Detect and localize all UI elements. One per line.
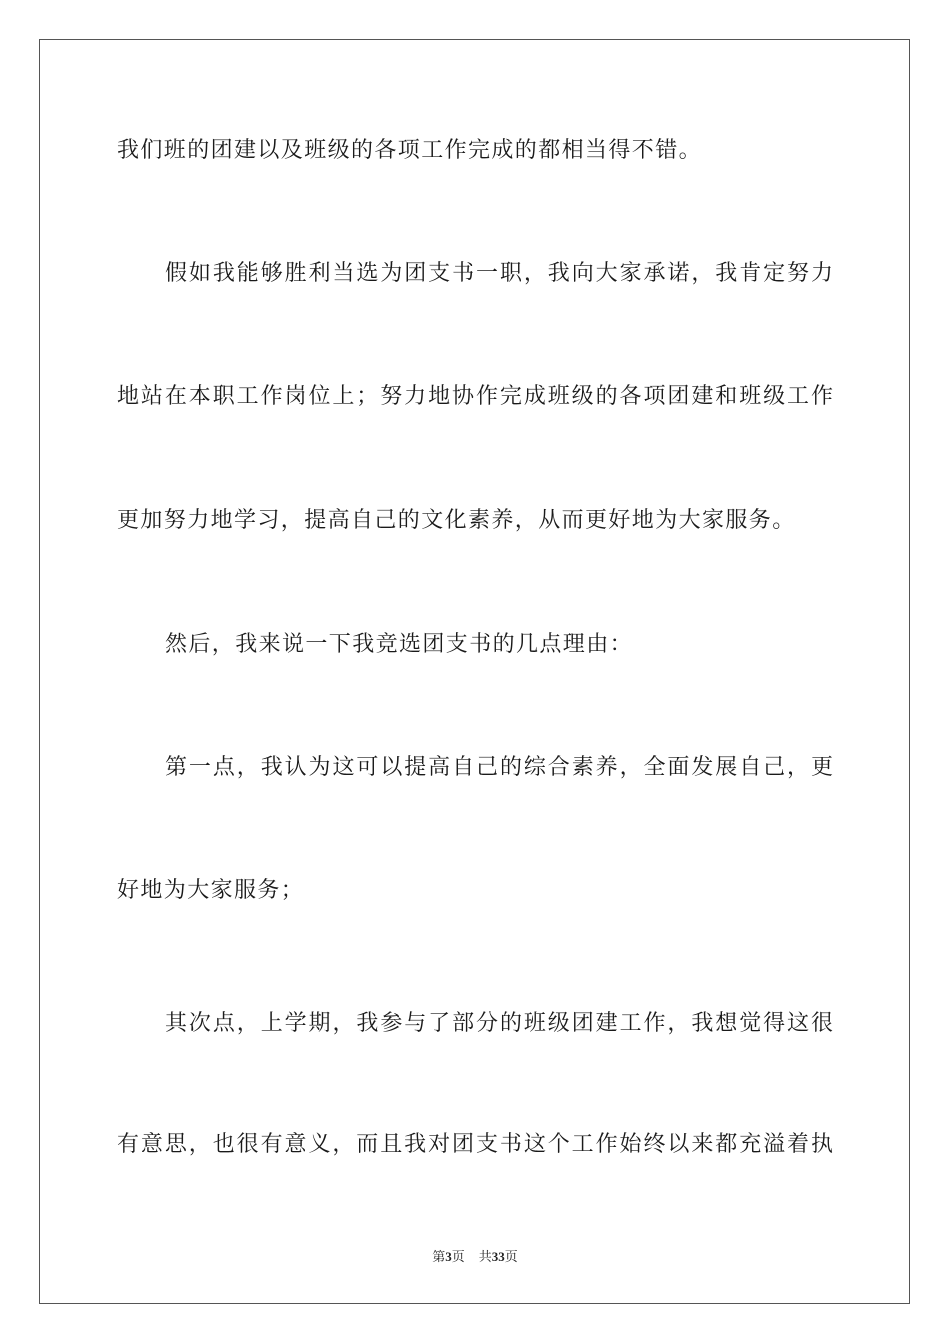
page-prefix: 第	[432, 1250, 446, 1265]
current-page-number: 3	[445, 1249, 452, 1264]
total-pages-number: 33	[491, 1249, 505, 1264]
text-line-9: 有意思，也很有意义，而且我对团支书这个工作始终以来都充溢着执	[117, 1132, 833, 1157]
page-border	[39, 39, 910, 1304]
text-line-7: 好地为大家服务；	[117, 878, 305, 903]
text-line-3: 地站在本职工作岗位上；努力地协作完成班级的各项团建和班级工作	[117, 384, 833, 409]
total-prefix: 共	[478, 1250, 492, 1265]
text-line-6: 第一点，我认为这可以提高自己的综合素养，全面发展自己，更	[165, 755, 833, 780]
page-footer	[0, 1248, 950, 1267]
text-line-1: 我们班的团建以及班级的各项工作完成的都相当得不错。	[117, 138, 703, 163]
page-suffix: 页	[451, 1250, 465, 1265]
text-line-2: 假如我能够胜利当选为团支书一职，我向大家承诺，我肯定努力	[165, 261, 833, 286]
text-line-8: 其次点，上学期，我参与了部分的班级团建工作，我想觉得这很	[165, 1011, 833, 1036]
total-suffix: 页	[504, 1250, 518, 1265]
text-line-5: 然后，我来说一下我竞选团支书的几点理由：	[165, 632, 634, 657]
text-line-4: 更加努力地学习，提高自己的文化素养，从而更好地为大家服务。	[117, 508, 796, 533]
